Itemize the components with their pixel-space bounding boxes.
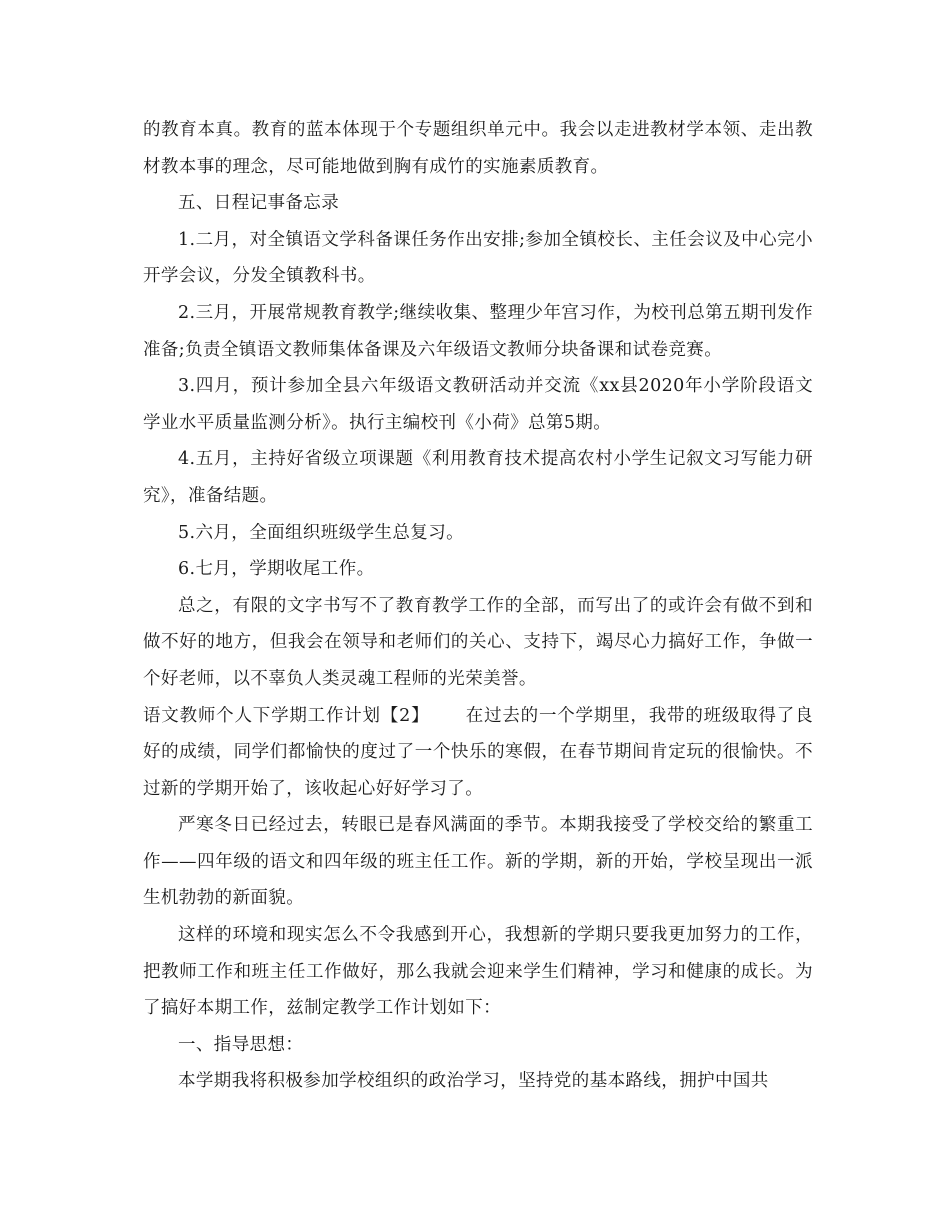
section2-intro: 在过去的一个学期里，我带的班级取得了良好的成绩，同学们都愉快的度过了一个快乐的寒假，在春节期间肯定玩的很愉快。不过新的学期开始了，该收起心好好学习了。: [143, 705, 813, 799]
section-heading-schedule: 五、日程记事备忘录: [178, 193, 340, 214]
schedule-item-june: 5.六月，全面组织班级学生总复习。: [178, 522, 464, 543]
document-body: [143, 112, 813, 1100]
schedule-item-february: 1.二月，对全镇语文学科备课任务作出安排;参加全镇校长、主任会议及中心完小开学会议，分发全镇教科书。: [143, 229, 813, 287]
schedule-item-april: 3.四月，预计参加全县六年级语文教研活动并交流《xx县2020年小学阶段语文学业水平质量监测分析》。执行主编校刊《小荷》总第5期。: [143, 376, 813, 433]
section2-block: [143, 698, 813, 808]
paragraph-political-study: 本学期我将积极参加学校组织的政治学习，坚持党的基本路线，拥护中国共: [178, 1071, 769, 1092]
paragraph-environment: 这样的环境和现实怎么不令我感到开心，我想新的学期只要我更加努力的工作，把教师工作和班主任工作做好，那么我就会迎来学生们精神，学习和健康的成长。为了搞好本期工作，兹制定教学工作计划如下：: [143, 925, 813, 1019]
section2-title: 语文教师个人下学期工作计划【2】: [143, 705, 430, 726]
schedule-item-march: 2.三月，开展常规教育教学;继续收集、整理少年宫习作，为校刊总第五期刊发作准备;负责全镇语文教师集体备课及六年级语文教师分块备课和试卷竞赛。: [143, 302, 813, 360]
section-heading-guiding-ideology: 一、指导思想：: [178, 1034, 304, 1055]
paragraph-winter-passed: 严寒冬日已经过去，转眼已是春风满面的季节。本期我接受了学校交给的繁重工作——四年级的语文和四年级的班主任工作。新的学期，新的开始，学校呈现出一派生机勃勃的新面貌。: [143, 815, 813, 909]
paragraph-conclusion: 总之，有限的文字书写不了教育教学工作的全部，而写出了的或许会有做不到和做不好的地方，但我会在领导和老师们的关心、支持下，竭尽心力搞好工作，争做一个好老师，以不辜负人类灵魂工程师的光荣美誉。: [143, 595, 813, 689]
schedule-item-july: 6.七月，学期收尾工作。: [178, 559, 375, 580]
paragraph-education-essence: 的教育本真。教育的蓝本体现于个专题组织单元中。我会以走进教材学本领、走出教材教本事的理念，尽可能地做到胸有成竹的实施素质教育。: [143, 120, 813, 177]
schedule-item-may: 4.五月，主持好省级立项课题《利用教育技术提高农村小学生记叙文习写能力研究》，准备结题。: [143, 449, 813, 506]
